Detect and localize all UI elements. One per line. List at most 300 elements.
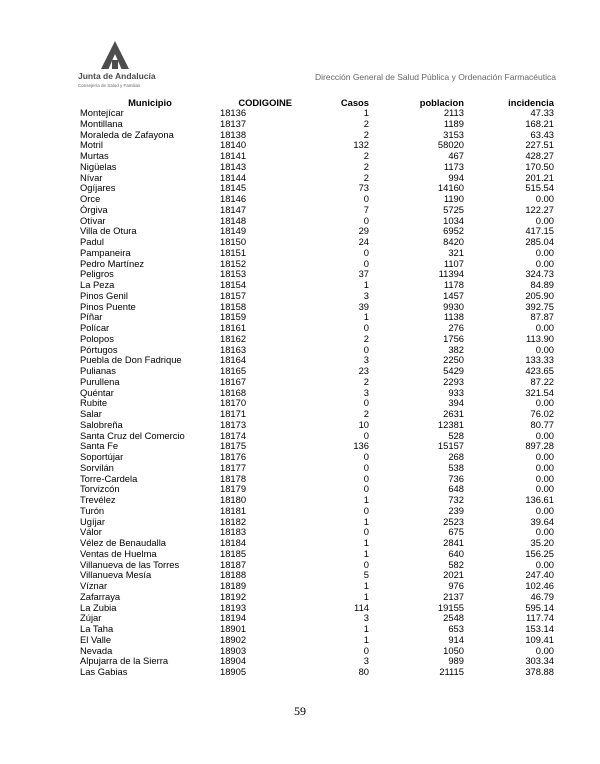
cell-codigoine: 18141: [220, 151, 247, 161]
cell-casos: 2: [363, 151, 369, 161]
cell-casos: 1: [363, 516, 369, 527]
cell-poblacion: 1189: [443, 118, 464, 129]
cell-incidencia: 0.00: [535, 559, 554, 570]
table-row: [80, 635, 554, 646]
cell-incidencia: 80.77: [530, 419, 554, 430]
cell-municipio: Trevélez: [80, 495, 116, 505]
table-row: [80, 613, 554, 624]
cell-codigoine: 18144: [220, 172, 247, 183]
column-header-casos: Casos: [340, 97, 369, 108]
logo-subtitle: Consejería de Salud y Familias: [78, 83, 141, 88]
cell-incidencia: 109.41: [525, 634, 554, 645]
cell-municipio: Sorvilán: [80, 462, 114, 473]
cell-poblacion: 58020: [437, 140, 464, 151]
table-row: [80, 366, 554, 377]
cell-municipio: Santa Fe: [80, 441, 119, 452]
table-row: [80, 173, 554, 184]
table-row: [80, 549, 554, 560]
cell-codigoine: 18136: [220, 108, 247, 118]
cell-casos: 37: [358, 269, 369, 280]
cell-incidencia: 0.00: [535, 194, 554, 204]
cell-casos: 29: [358, 226, 369, 237]
cell-incidencia: 156.25: [525, 548, 554, 559]
cell-poblacion: 12381: [437, 419, 464, 430]
cell-municipio: Ventas de Huelma: [80, 548, 157, 559]
cell-casos: 1: [363, 280, 369, 290]
cell-incidencia: 46.79: [530, 591, 554, 602]
cell-casos: 2: [363, 172, 369, 183]
cell-casos: 0: [363, 258, 369, 269]
table-row: [80, 269, 554, 280]
table-row: [80, 237, 554, 248]
cell-codigoine: 18902: [220, 634, 247, 645]
cell-incidencia: 0.00: [535, 398, 554, 409]
cell-municipio: Motril: [80, 140, 103, 151]
cell-codigoine: 18161: [220, 323, 247, 333]
cell-casos: 80: [358, 667, 369, 677]
cell-incidencia: 303.34: [525, 656, 554, 667]
table-row: [80, 302, 554, 313]
table-row: [80, 474, 554, 485]
table-row: [80, 334, 554, 345]
cell-poblacion: 467: [448, 151, 464, 161]
cell-casos: 114: [354, 602, 369, 613]
cell-incidencia: 0.00: [535, 473, 554, 484]
cell-casos: 1: [363, 548, 369, 559]
cell-codigoine: 18193: [220, 602, 247, 613]
cell-municipio: Pampaneira: [80, 247, 131, 258]
cell-municipio: La Zubia: [80, 602, 117, 613]
cell-casos: 10: [358, 419, 369, 430]
cell-codigoine: 18137: [220, 118, 247, 129]
cell-municipio: Torvizcón: [80, 484, 120, 495]
cell-poblacion: 2523: [443, 516, 464, 527]
table-row: [80, 667, 554, 678]
cell-casos: 0: [363, 215, 369, 226]
cell-municipio: Montillana: [80, 118, 123, 129]
cell-casos: 1: [363, 581, 369, 591]
cell-incidencia: 392.75: [525, 301, 554, 312]
page-number: 59: [294, 704, 306, 718]
cell-incidencia: 76.02: [530, 409, 554, 419]
cell-codigoine: 18189: [220, 581, 247, 591]
cell-codigoine: 18180: [220, 495, 247, 505]
cell-municipio: Villanueva de las Torres: [80, 559, 180, 570]
logo-name: Junta de Andalucía: [78, 71, 156, 81]
cell-incidencia: 87.22: [530, 376, 554, 387]
cell-poblacion: 2841: [443, 538, 464, 548]
table-row: [80, 420, 554, 431]
cell-incidencia: 168.21: [525, 118, 554, 129]
cell-incidencia: 0.00: [535, 484, 554, 495]
cell-municipio: Salar: [80, 409, 102, 419]
cell-municipio: Villanueva Mesía: [80, 570, 152, 581]
cell-codigoine: 18165: [220, 366, 247, 376]
cell-casos: 2: [363, 333, 369, 344]
table-row: [80, 452, 554, 463]
cell-casos: 0: [363, 452, 369, 462]
cell-municipio: Las Gabias: [80, 667, 128, 677]
cell-casos: 7: [363, 204, 369, 215]
cell-codigoine: 18158: [220, 301, 247, 312]
cell-poblacion: 976: [448, 581, 464, 591]
cell-casos: 1: [363, 108, 369, 118]
cell-codigoine: 18145: [220, 183, 247, 194]
table-row: [80, 463, 554, 474]
cell-poblacion: 2113: [443, 108, 464, 118]
cell-codigoine: 18170: [220, 398, 247, 409]
cell-municipio: Murtas: [80, 151, 109, 161]
cell-municipio: Rubite: [80, 398, 108, 409]
column-header-municipio: Municipio: [128, 97, 172, 108]
cell-poblacion: 6952: [443, 226, 464, 237]
cell-municipio: Pórtugos: [80, 344, 118, 355]
table-row: [80, 108, 554, 119]
cell-incidencia: 0.00: [535, 247, 554, 258]
cell-casos: 0: [363, 645, 369, 656]
cell-incidencia: 201.21: [525, 172, 554, 183]
cell-codigoine: 18183: [220, 527, 247, 538]
cell-incidencia: 0.00: [535, 258, 554, 269]
cell-incidencia: 170.50: [525, 161, 554, 172]
cell-codigoine: 18187: [220, 559, 247, 570]
cell-municipio: Zújar: [80, 613, 102, 624]
cell-casos: 0: [363, 194, 369, 204]
table-row: [80, 388, 554, 399]
cell-incidencia: 0.00: [535, 344, 554, 355]
cell-codigoine: 18153: [220, 269, 247, 280]
cell-poblacion: 5429: [443, 366, 464, 376]
table-row: [80, 205, 554, 216]
cell-codigoine: 18185: [220, 548, 247, 559]
cell-incidencia: 378.88: [525, 667, 554, 677]
cell-incidencia: 324.73: [525, 269, 554, 280]
table-row: [80, 592, 554, 603]
cell-incidencia: 0.00: [535, 452, 554, 462]
cell-municipio: Salobreña: [80, 419, 123, 430]
cell-municipio: Vélez de Benaudalla: [80, 538, 167, 548]
cell-codigoine: 18901: [220, 624, 247, 634]
cell-incidencia: 153.14: [525, 624, 554, 634]
cell-municipio: Otívar: [80, 215, 106, 226]
cell-codigoine: 18147: [220, 204, 247, 215]
cell-municipio: Píñar: [80, 312, 103, 323]
cell-poblacion: 653: [448, 624, 464, 634]
cell-municipio: Pulianas: [80, 366, 116, 376]
cell-codigoine: 18168: [220, 387, 247, 398]
table-header-row: [80, 97, 554, 108]
cell-codigoine: 18167: [220, 376, 247, 387]
cell-codigoine: 18174: [220, 430, 247, 441]
cell-casos: 0: [363, 462, 369, 473]
column-header-incidencia: incidencia: [508, 97, 554, 108]
cell-casos: 1: [363, 495, 369, 505]
cell-incidencia: 0.00: [535, 645, 554, 656]
cell-codigoine: 18173: [220, 419, 247, 430]
cell-codigoine: 18154: [220, 280, 247, 290]
cell-codigoine: 18903: [220, 645, 247, 656]
cell-municipio: Moraleda de Zafayona: [80, 129, 174, 140]
cell-incidencia: 113.90: [526, 333, 554, 344]
cell-incidencia: 428.27: [525, 151, 554, 161]
cell-municipio: Peligros: [80, 269, 114, 280]
cell-casos: 0: [363, 323, 369, 333]
cell-incidencia: 0.00: [535, 527, 554, 538]
cell-municipio: Villa de Otura: [80, 226, 137, 237]
cell-casos: 0: [363, 527, 369, 538]
cell-casos: 1: [363, 634, 369, 645]
table-body: [80, 108, 554, 678]
cell-poblacion: 9930: [443, 301, 464, 312]
cell-incidencia: 0.00: [535, 505, 554, 516]
cell-incidencia: 0.00: [535, 462, 554, 473]
cell-codigoine: 18192: [220, 591, 247, 602]
cell-incidencia: 0.00: [535, 430, 554, 441]
cell-casos: 73: [358, 183, 369, 194]
table-row: [80, 216, 554, 227]
cell-poblacion: 994: [448, 172, 464, 183]
table-row: [80, 355, 554, 366]
cell-codigoine: 18162: [220, 333, 247, 344]
cell-municipio: Purullena: [80, 376, 120, 387]
cell-codigoine: 18176: [220, 452, 247, 462]
cell-municipio: Alpujarra de la Sierra: [80, 656, 169, 667]
cell-poblacion: 538: [448, 462, 464, 473]
cell-poblacion: 2021: [443, 570, 464, 581]
cell-casos: 2: [363, 376, 369, 387]
cell-incidencia: 595.14: [525, 602, 554, 613]
table-row: [80, 226, 554, 237]
table-row: [80, 538, 554, 549]
cell-poblacion: 382: [448, 344, 464, 355]
cell-poblacion: 1173: [443, 161, 464, 172]
cell-poblacion: 675: [448, 527, 464, 538]
cell-poblacion: 1178: [443, 280, 464, 290]
table-row: [80, 517, 554, 528]
cell-incidencia: 321.54: [525, 387, 554, 398]
cell-poblacion: 1457: [443, 290, 464, 301]
cell-municipio: Polícar: [80, 323, 110, 333]
table-row: [80, 130, 554, 141]
cell-casos: 3: [363, 355, 369, 366]
cell-casos: 0: [363, 430, 369, 441]
cell-codigoine: 18138: [220, 129, 247, 140]
table-row: [80, 183, 554, 194]
cell-codigoine: 18177: [220, 462, 247, 473]
cell-poblacion: 2293: [443, 376, 464, 387]
table-row: [80, 323, 554, 334]
department-header: Dirección General de Salud Pública y Ordenación Farmacéutica: [315, 72, 556, 82]
cell-casos: 0: [363, 559, 369, 570]
table-row: [80, 570, 554, 581]
cell-municipio: Torre-Cardela: [80, 473, 138, 484]
table-row: [80, 377, 554, 388]
cell-poblacion: 933: [448, 387, 464, 398]
cell-poblacion: 276: [448, 323, 464, 333]
cell-municipio: Pedro Martínez: [80, 258, 145, 269]
cell-codigoine: 18181: [220, 505, 247, 516]
cell-incidencia: 133.33: [525, 355, 554, 366]
cell-incidencia: 0.00: [535, 323, 554, 333]
cell-poblacion: 1107: [443, 258, 464, 269]
cell-casos: 23: [358, 366, 369, 376]
cell-municipio: Nívar: [80, 172, 103, 183]
cell-incidencia: 102.46: [525, 581, 554, 591]
table-row: [80, 527, 554, 538]
cell-poblacion: 2137: [443, 591, 464, 602]
cell-casos: 3: [363, 613, 369, 624]
table-row: [80, 140, 554, 151]
cell-casos: 1: [363, 624, 369, 634]
cell-poblacion: 1756: [443, 333, 464, 344]
cell-casos: 1: [363, 591, 369, 602]
cell-casos: 0: [363, 505, 369, 516]
cell-poblacion: 2631: [443, 409, 464, 419]
table-row: [80, 431, 554, 442]
cell-casos: 3: [363, 387, 369, 398]
table-row: [80, 581, 554, 592]
cell-poblacion: 2548: [443, 613, 464, 624]
cell-poblacion: 1190: [443, 194, 464, 204]
table-row: [80, 484, 554, 495]
cell-incidencia: 117.74: [526, 613, 554, 624]
cell-casos: 24: [358, 237, 369, 247]
cell-municipio: Nevada: [80, 645, 113, 656]
cell-codigoine: 18179: [220, 484, 247, 495]
table-row: [80, 409, 554, 420]
cell-municipio: Pinos Genil: [80, 290, 128, 301]
cell-codigoine: 18157: [220, 290, 247, 301]
table-row: [80, 248, 554, 259]
cell-municipio: Órgiva: [80, 204, 108, 215]
cell-poblacion: 11394: [438, 269, 464, 280]
cell-poblacion: 321: [448, 247, 464, 258]
cell-incidencia: 122.27: [525, 204, 554, 215]
table-row: [80, 646, 554, 657]
cell-incidencia: 0.00: [535, 215, 554, 226]
cell-casos: 1: [363, 538, 369, 548]
table-row: [80, 495, 554, 506]
table-row: [80, 624, 554, 635]
cell-casos: 3: [363, 290, 369, 301]
cell-poblacion: 1034: [443, 215, 464, 226]
cell-codigoine: 18146: [220, 194, 247, 204]
cell-codigoine: 18150: [220, 237, 247, 247]
cell-poblacion: 15157: [437, 441, 464, 452]
table-row: [80, 312, 554, 323]
cell-poblacion: 640: [448, 548, 464, 559]
cell-poblacion: 528: [448, 430, 464, 441]
cell-incidencia: 417.15: [525, 226, 554, 237]
column-header-codigoine: CODIGOINE: [238, 97, 292, 108]
table-row: [80, 194, 554, 205]
cell-casos: 5: [363, 570, 369, 581]
cell-codigoine: 18149: [220, 226, 247, 237]
table-row: [80, 506, 554, 517]
cell-codigoine: 18152: [220, 258, 247, 269]
cell-poblacion: 2250: [443, 355, 464, 366]
cell-municipio: Santa Cruz del Comercio: [80, 430, 185, 441]
cell-casos: 0: [363, 247, 369, 258]
cell-poblacion: 239: [448, 505, 464, 516]
cell-incidencia: 515.54: [525, 183, 554, 194]
cell-poblacion: 1138: [443, 312, 464, 323]
cell-municipio: La Taha: [80, 624, 114, 634]
cell-casos: 0: [363, 484, 369, 495]
cell-municipio: Turón: [80, 505, 105, 516]
cell-incidencia: 63.43: [530, 129, 554, 140]
cell-poblacion: 268: [448, 452, 464, 462]
cell-incidencia: 84.89: [530, 280, 554, 290]
cell-codigoine: 18163: [220, 344, 247, 355]
cell-municipio: La Peza: [80, 280, 115, 290]
cell-incidencia: 897.28: [525, 441, 554, 452]
cell-casos: 136: [353, 441, 369, 452]
cell-codigoine: 18904: [220, 656, 247, 667]
cell-municipio: El Valle: [80, 634, 112, 645]
cell-poblacion: 8420: [443, 237, 464, 247]
cell-municipio: Ugíjar: [80, 516, 106, 527]
table-row: [80, 441, 554, 452]
cell-codigoine: 18140: [220, 140, 247, 151]
cell-municipio: Válor: [80, 527, 102, 538]
cell-incidencia: 247.40: [525, 570, 554, 581]
cell-poblacion: 21115: [439, 667, 464, 677]
cell-municipio: Quéntar: [80, 387, 114, 398]
cell-municipio: Polopos: [80, 333, 114, 344]
cell-poblacion: 582: [448, 559, 464, 570]
cell-casos: 2: [363, 129, 369, 140]
cell-incidencia: 285.04: [525, 237, 554, 247]
table-row: [80, 119, 554, 130]
cell-municipio: Puebla de Don Fadrique: [80, 355, 182, 366]
cell-municipio: Ogíjares: [80, 183, 116, 194]
table-row: [80, 162, 554, 173]
cell-poblacion: 989: [448, 656, 464, 667]
table-row: [80, 603, 554, 614]
cell-municipio: Nigüelas: [80, 161, 117, 172]
cell-codigoine: 18148: [220, 215, 247, 226]
cell-poblacion: 1050: [443, 645, 464, 656]
cell-casos: 0: [363, 398, 369, 409]
table-row: [80, 151, 554, 162]
cell-casos: 132: [353, 140, 369, 151]
cell-poblacion: 648: [448, 484, 464, 495]
cell-poblacion: 394: [448, 398, 464, 409]
junta-logo-icon: [100, 40, 130, 70]
cell-poblacion: 19155: [437, 602, 464, 613]
cell-municipio: Pinos Puente: [80, 301, 136, 312]
cell-casos: 2: [363, 118, 369, 129]
cell-municipio: Zafarraya: [80, 591, 121, 602]
cell-incidencia: 205.90: [525, 290, 554, 301]
cell-codigoine: 18151: [220, 247, 247, 258]
cell-codigoine: 18164: [220, 355, 247, 366]
cell-poblacion: 914: [448, 634, 464, 645]
incidence-table: [80, 97, 554, 678]
cell-poblacion: 3153: [443, 129, 464, 140]
cell-municipio: Padul: [80, 237, 104, 247]
cell-codigoine: 18184: [220, 538, 247, 548]
cell-poblacion: 736: [448, 473, 464, 484]
cell-codigoine: 18178: [220, 473, 247, 484]
table-row: [80, 259, 554, 270]
cell-casos: 2: [363, 409, 369, 419]
cell-codigoine: 18182: [220, 516, 247, 527]
junta-logo: [78, 40, 158, 92]
table-row: [80, 291, 554, 302]
cell-poblacion: 5725: [443, 204, 464, 215]
